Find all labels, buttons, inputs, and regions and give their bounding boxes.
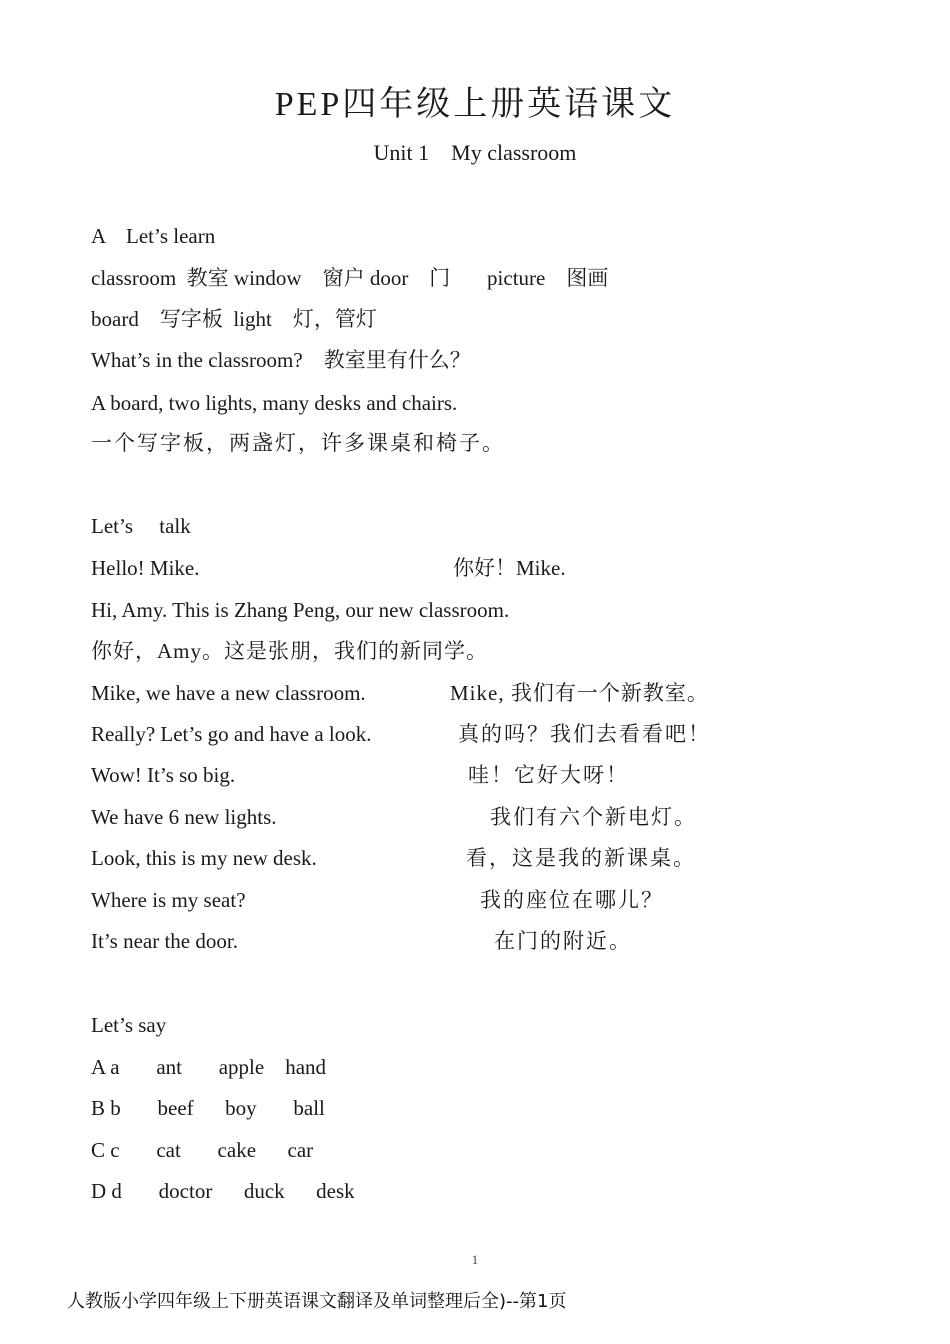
footer-caption: 人教版小学四年级上下册英语课文翻译及单词整理后全)--第1页 — [67, 1291, 567, 1312]
talk-heading: Let’s talk — [91, 514, 191, 538]
talk-line-en: It’s near the door. — [91, 929, 238, 953]
say-row: C c cat cake car — [91, 1138, 314, 1162]
learn-words-line-2: board 写字板 light 灯，管灯 — [91, 307, 377, 331]
talk-line-zh: 在门的附近。 — [494, 929, 632, 953]
talk-line-zh: Mike, 我们有一个新教室。 — [450, 681, 709, 705]
talk-line-zh: 哇！它好大呀！ — [468, 763, 629, 787]
talk-line-zh: 你好！Mike. — [453, 556, 566, 580]
talk-line-zh-full: 你好，Amy。这是张朋，我们的新同学。 — [91, 639, 488, 663]
learn-answer-en: A board, two lights, many desks and chairs. — [91, 391, 458, 415]
talk-line-zh: 我的座位在哪儿？ — [480, 888, 664, 912]
say-row: A a ant apple hand — [91, 1055, 327, 1079]
talk-line-en: Mike, we have a new classroom. — [91, 681, 366, 705]
talk-line-en: Hi, Amy. This is Zhang Peng, our new classroom. — [91, 598, 510, 622]
say-heading: Let’s say — [91, 1013, 167, 1037]
talk-line-zh: 我们有六个新电灯。 — [490, 805, 697, 829]
talk-line-en: Look, this is my new desk. — [91, 846, 317, 870]
talk-line-en: We have 6 new lights. — [91, 805, 277, 829]
unit-title: Unit 1 My classroom — [373, 140, 577, 165]
learn-heading: A Let’s learn — [91, 224, 216, 248]
say-row: D d doctor duck desk — [91, 1179, 355, 1203]
talk-line-en: Hello! Mike. — [91, 556, 200, 580]
learn-answer-zh: 一个写字板，两盏灯，许多课桌和椅子。 — [91, 431, 505, 455]
talk-line-en: Where is my seat? — [91, 888, 246, 912]
talk-line-en: Really? Let’s go and have a look. — [91, 722, 372, 746]
learn-words-line-1: classroom 教室 window 窗户 door 门 picture 图画 — [91, 266, 609, 290]
talk-line-en: Wow! It’s so big. — [91, 763, 236, 787]
learn-question: What’s in the classroom? 教室里有什么？ — [91, 348, 471, 372]
page-number: 1 — [471, 1252, 479, 1267]
talk-line-zh: 看，这是我的新课桌。 — [466, 846, 696, 870]
say-row: B b beef boy ball — [91, 1096, 325, 1120]
page-title: PEP四年级上册英语课文 — [274, 86, 676, 123]
talk-line-zh: 真的吗？我们去看看吧！ — [458, 722, 711, 746]
